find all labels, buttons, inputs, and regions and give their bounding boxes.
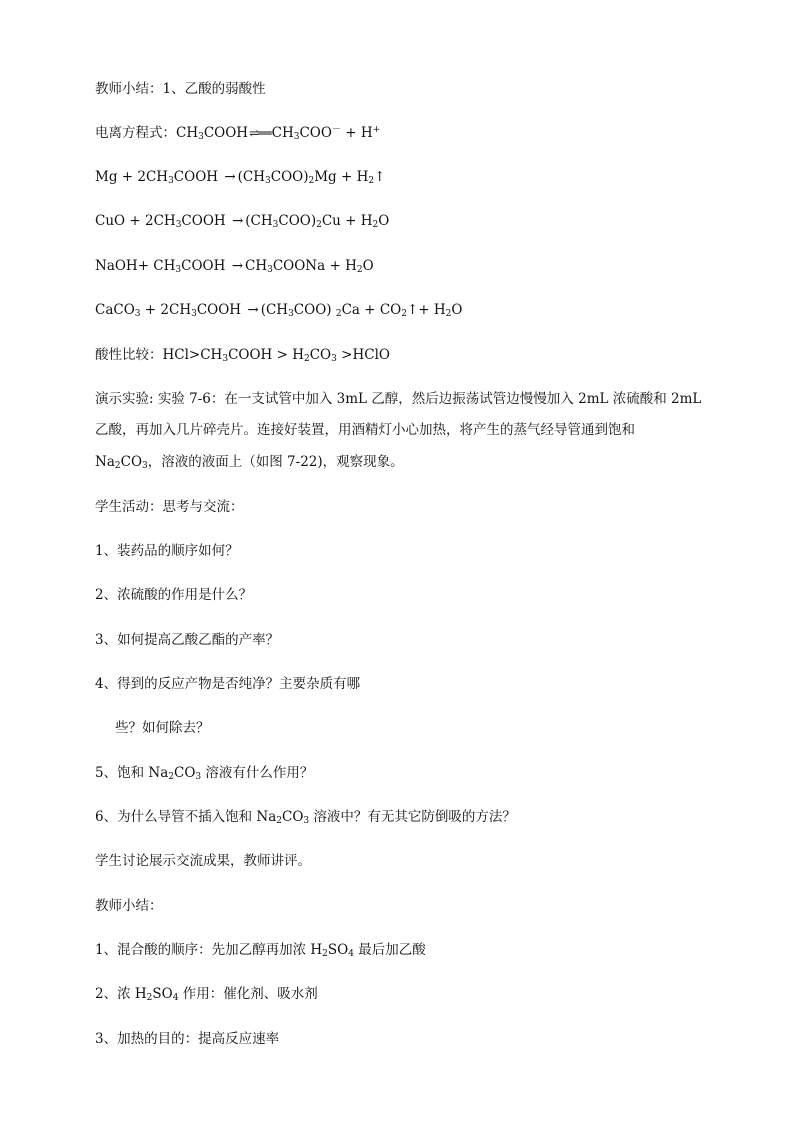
equation-caco3: CaCO$_3$ + $2CH_3COOH \to (CH_3COO) _2Ca$ + $CO_2↑+ H_2O$ [95,302,463,319]
discussion: 学生讨论展示交流成果，教师讲评。 [95,853,311,869]
equation-mg: $Mg + 2CH_3COOH \to (CH_3COO)_2Mg$ + $H_2↑$ [95,169,386,186]
student-activity: 学生活动：思考与交流： [95,499,244,515]
question-4-cont: 些？如何除去？ [115,720,210,736]
summary-2: 2、浓 $H_2SO_4$ 作用：催化剂、吸水剂 [95,986,318,1003]
summary-heading-1: 教师小结：1、乙酸的弱酸性 [95,81,266,97]
demo-line-2: 乙酸，再加入几片碎壳片。连接好装置，用酒精灯小心加热，将产生的蒸气经导管通到饱和 [95,422,635,438]
question-5: 5、饱和 $Na_2CO_3$ 溶液有什么作用？ [95,765,314,782]
summary-3: 3、加热的目的：提高反应速率 [95,1031,280,1047]
question-2: 2、浓硫酸的作用是什么？ [95,587,253,603]
question-3: 3、如何提高乙酸乙酯的产率？ [95,632,280,648]
equation-cuo: CuO + $2CH_3COOH \to (CH_3COO)_2Cu + H_2O$ [95,213,390,230]
question-1: 1、装药品的顺序如何？ [95,543,239,559]
acidity-comparison: 酸性比较：$HCl>CH_3COOH > H_2CO_3$ >HClO [95,347,390,364]
question-6: 6、为什么导管不插入饱和 $Na_2CO_3$ 溶液中？有无其它防倒吸的方法？ [95,809,516,826]
demo-line-3: $Na_2CO_3$，溶液的液面上（如图 7-22)，观察现象。 [95,454,404,471]
demo-line-1: 演示实验: 实验 7-6：在一支试管中加入 3mL 乙醇，然后边振荡试管边慢慢加入 2mL 浓硫酸和 2mL [95,391,702,407]
question-4: 4、得到的反应产物是否纯净？主要杂质有哪 [95,676,361,692]
ionization-equation: 电离方程式：$CH_3COOH\rightleftharpoons══CH_3COO^- + H^+$ [95,125,381,142]
summary-1: 1、混合酸的顺序：先加乙醇再加浓 $H_2SO_4$ 最后加乙酸 [95,942,426,959]
equation-naoh: NaOH+ $CH_3COOH$ → $CH_3COONa + H_2O$ [95,258,374,275]
summary-heading-2: 教师小结： [95,898,163,914]
